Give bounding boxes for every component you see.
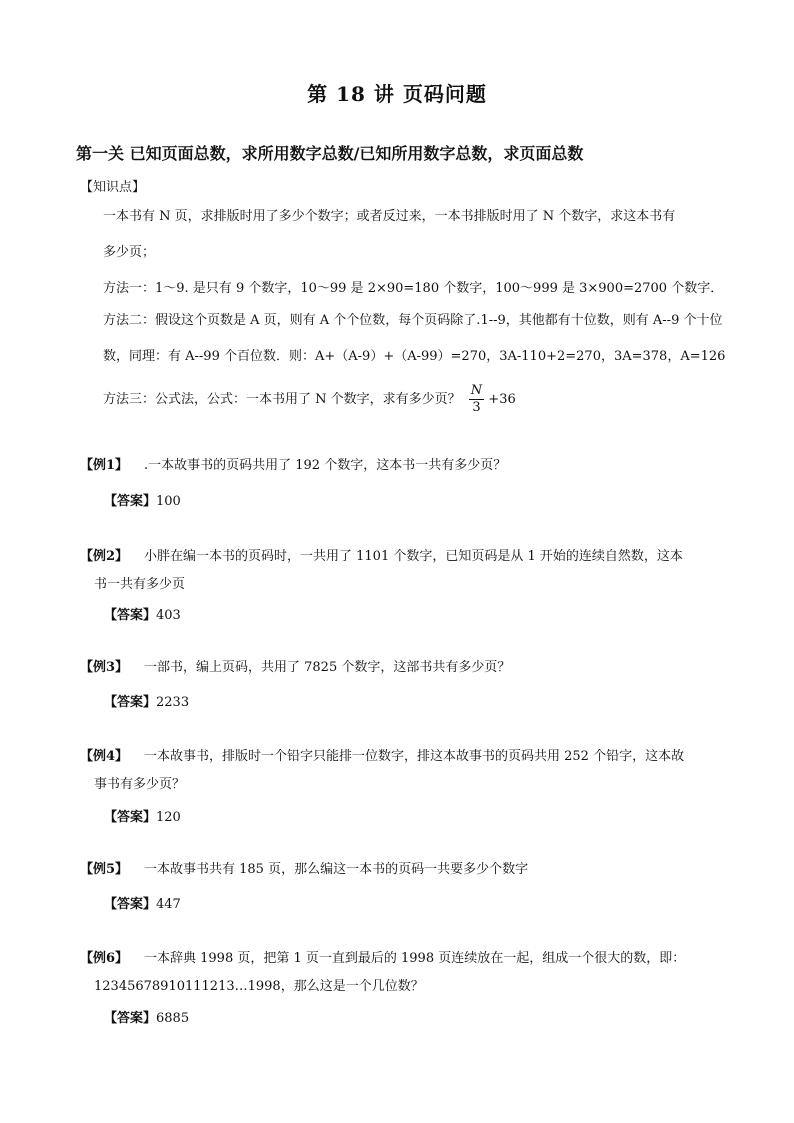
fraction-denominator: 3 — [472, 400, 481, 415]
page-title: 第 18 讲 页码问题 — [307, 82, 487, 106]
knowledge-method2: 方法二：假设这个页数是 A 页，则有 A 个个位数，每个页码除了.1--9，其他都有十位数，则有 A--9 个十位数，同理：有 A--99 个百位数．则：A+（A-9）+（A-99）=270，3A-110+2=270，3A=378，A=126 — [103, 313, 726, 364]
example-label: 【例2】 — [80, 549, 129, 564]
example-1 — [80, 452, 720, 480]
answer-value: 6885 — [156, 1011, 190, 1026]
example-question: 一本故事书，排版时一个铅字只能排一位数字，排这本故事书的页码共用 252 个铅字，这本故 — [144, 749, 685, 764]
answer-label: 【答案】 — [104, 608, 157, 623]
answer-label: 【答案】 — [104, 494, 157, 509]
fraction-numerator: N — [470, 383, 483, 398]
answer-value: 403 — [156, 608, 181, 623]
example-2 — [80, 543, 720, 599]
answer-value: 447 — [156, 897, 181, 912]
example-question-continued: 12345678910111213…1998，那么这是一个几位数？ — [94, 979, 424, 994]
section-heading: 第一关 已知页面总数，求所用数字总数/已知所用数字总数，求页面总数 — [76, 144, 584, 163]
example-4-answer — [104, 806, 181, 825]
method3-text: 方法三：公式法，公式：一本书用了 N 个数字，求有多少页？ — [103, 392, 461, 407]
example-4 — [80, 743, 720, 799]
example-2-answer — [104, 604, 181, 623]
answer-value: 2233 — [156, 695, 190, 710]
knowledge-method3 — [103, 383, 516, 416]
answer-label: 【答案】 — [104, 695, 157, 710]
answer-label: 【答案】 — [104, 810, 157, 825]
example-6-answer — [104, 1007, 189, 1026]
example-label: 【例6】 — [80, 951, 129, 966]
knowledge-intro-line2: 多少页； — [103, 245, 156, 260]
formula-plus-term: +36 — [488, 392, 516, 407]
example-label: 【例3】 — [80, 660, 129, 675]
example-3-answer — [104, 691, 189, 710]
knowledge-method1: 方法一：1～9. 是只有 9 个数字，10～99 是 2×90=180 个数字，100～999 是 3×900=2700 个数字． — [103, 281, 724, 296]
example-question-continued: 事书有多少页？ — [94, 777, 186, 792]
example-6 — [80, 945, 720, 1001]
example-question: 一部书，编上页码，共用了 7825 个数字，这部书共有多少页？ — [144, 660, 511, 675]
example-3 — [80, 654, 720, 682]
example-question: 一本故事书共有 185 页，那么编这一本书的页码一共要多少个数字 — [144, 862, 529, 877]
example-5-answer — [104, 893, 181, 912]
example-1-answer — [104, 490, 181, 509]
method3-formula — [469, 383, 516, 416]
example-question-continued: 书一共有多少页 — [94, 577, 186, 592]
example-question: 一本辞典 1998 页，把第 1 页一直到最后的 1998 页连续放在一起，组成一个很大的数，即： — [144, 951, 686, 966]
answer-label: 【答案】 — [104, 1011, 157, 1026]
example-label: 【例4】 — [80, 749, 129, 764]
example-5 — [80, 856, 720, 884]
knowledge-label: 【知识点】 — [80, 180, 146, 195]
example-label: 【例1】 — [80, 458, 129, 473]
example-question: 小胖在编一本书的页码时，一共用了 1101 个数字，已知页码是从 1 开始的连续自然数，这本 — [144, 549, 683, 564]
knowledge-intro-line1: 一本书有 N 页，求排版时用了多少个数字；或者反过来，一本书排版时用了 N 个数字，求这本书有 — [103, 209, 676, 224]
example-label: 【例5】 — [80, 862, 129, 877]
example-question: .一本故事书的页码共用了 192 个数字，这本书一共有多少页？ — [144, 458, 507, 473]
answer-value: 120 — [156, 810, 181, 825]
answer-label: 【答案】 — [104, 897, 157, 912]
answer-value: 100 — [156, 494, 181, 509]
formula-fraction — [469, 383, 484, 416]
